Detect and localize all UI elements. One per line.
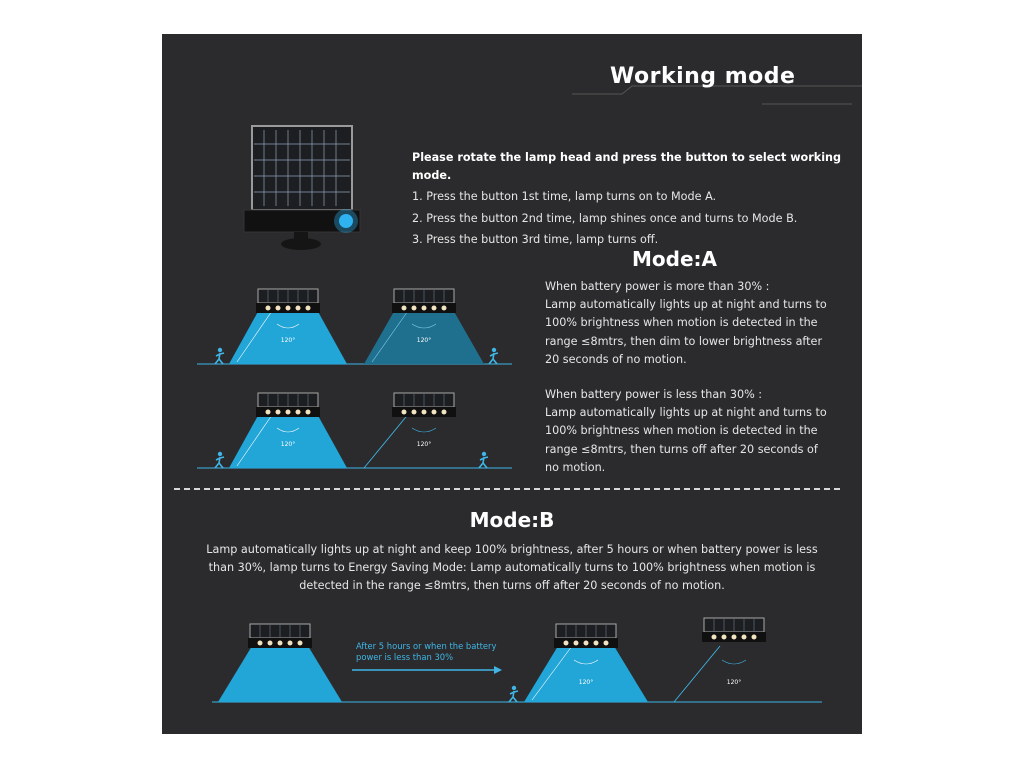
mode-a-above-condition: When battery power is more than 30% : <box>545 280 770 293</box>
mode-a-below-line: Lamp automatically lights up at night and turns to <box>545 406 827 420</box>
mode-a-below-line: 100% brightness when motion is detected in the <box>545 424 818 438</box>
runner-icon <box>479 452 488 468</box>
step-1: 1. Press the button 1st time, lamp turns on to Mode A. <box>412 190 717 204</box>
mode-a-above-line: 100% brightness when motion is detected in the <box>545 316 818 330</box>
mode-a-above-line: 20 seconds of no motion. <box>545 352 687 366</box>
step-2: 2. Press the button 2nd time, lamp shines once and turns to Mode B. <box>412 211 798 225</box>
mode-b-diagrams <box>202 612 842 712</box>
intro-text <box>412 149 852 249</box>
solar-lamp-illustration <box>242 124 362 254</box>
mode-a-heading: Mode:A <box>632 247 717 271</box>
runner-icon <box>489 348 498 364</box>
mode-a-above-line: range ≤8mtrs, then dim to lower brightness after <box>545 334 823 348</box>
mode-a-below-line: no motion. <box>545 460 606 474</box>
mode-b-line: than 30%, lamp turns to Energy Saving Mode: Lamp automatically turns to 100% brightness when motion is <box>208 561 816 575</box>
angle-label: 120° <box>280 337 296 344</box>
mode-a-diagrams <box>192 284 532 484</box>
mode-b-text <box>172 541 852 596</box>
mode-a-below-condition: When battery power is less than 30% : <box>545 388 763 401</box>
arrow-caption-line: power is less than 30% <box>356 652 454 662</box>
angle-label: 120° <box>280 441 296 448</box>
mode-a-below-line: range ≤8mtrs, then turns off after 20 seconds of <box>545 442 818 456</box>
intro-lead: Please rotate the lamp head and press the button to select working mode. <box>412 151 841 183</box>
mode-a-above-30 <box>545 278 850 369</box>
section-divider <box>174 488 840 490</box>
arrow-caption-line: After 5 hours or when the battery <box>356 641 497 651</box>
angle-label: 120° <box>416 337 432 344</box>
mode-b-line: detected in the range ≤8mtrs, then turns off after 20 seconds of no motion. <box>299 579 725 593</box>
runner-icon <box>215 348 224 364</box>
mode-b-heading: Mode:B <box>469 508 555 532</box>
arrow-caption <box>356 641 506 663</box>
mode-a-above-line: Lamp automatically lights up at night and turns to <box>545 298 827 312</box>
working-mode-panel <box>162 34 862 734</box>
angle-label: 120° <box>726 679 742 686</box>
mode-b-line: Lamp automatically lights up at night and keep 100% brightness, after 5 hours or when battery power is less <box>206 543 818 556</box>
page-title: Working mode <box>610 64 796 89</box>
step-3: 3. Press the button 3rd time, lamp turns off. <box>412 232 659 246</box>
angle-label: 120° <box>416 441 432 448</box>
angle-label: 120° <box>578 679 594 686</box>
runner-icon <box>509 686 518 702</box>
mode-a-below-30 <box>545 386 850 477</box>
runner-icon <box>215 452 224 468</box>
